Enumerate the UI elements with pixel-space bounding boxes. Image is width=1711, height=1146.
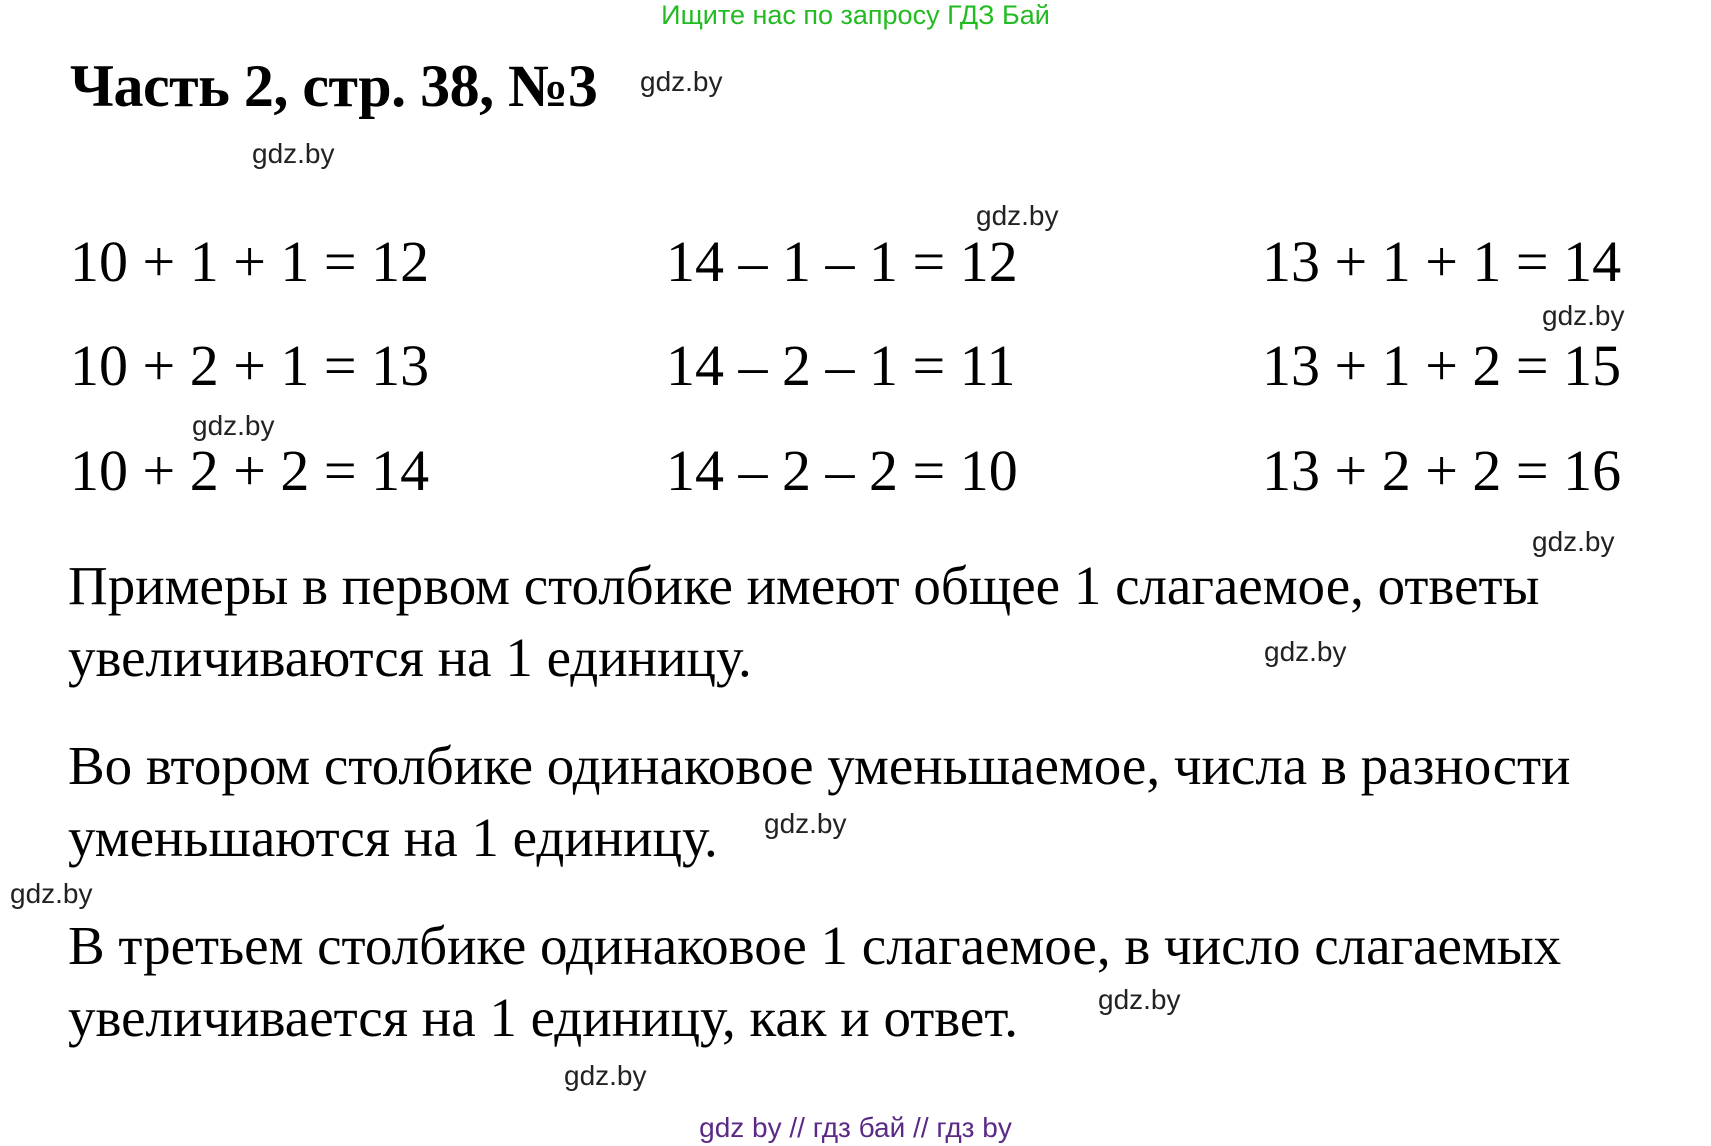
watermark: gdz.by (564, 1060, 647, 1091)
equation: 14 – 2 – 1 = 11 (666, 333, 1016, 398)
page-title: Часть 2, стр. 38, №3 (70, 53, 598, 119)
watermark: gdz.by (10, 878, 93, 909)
equation: 14 – 2 – 2 = 10 (666, 438, 1018, 503)
watermark: gdz.by (252, 138, 335, 169)
equation: 10 + 2 + 2 = 14 (70, 438, 430, 503)
watermark: gdz.by (1098, 984, 1181, 1015)
paragraph-line: увеличивается на 1 единицу, как и ответ. (68, 987, 1018, 1048)
paragraph-line: уменьшаются на 1 единицу. (68, 807, 718, 868)
paragraph-first-column (68, 550, 1539, 694)
watermark: gdz.by (640, 66, 723, 97)
paragraph-third-column (68, 910, 1561, 1054)
watermark: gdz.by (192, 410, 275, 441)
equation: 13 + 1 + 2 = 15 (1262, 333, 1622, 398)
watermark: gdz.by (1532, 526, 1615, 557)
equation: 10 + 1 + 1 = 12 (70, 229, 430, 294)
watermark: gdz.by (764, 808, 847, 839)
top-banner[interactable]: Ищите нас по запросу ГДЗ Бай (661, 0, 1050, 30)
watermark: gdz.by (976, 200, 1059, 231)
paragraph-line: В третьем столбике одинаковое 1 слагаемое, в число слагаемых (68, 915, 1562, 976)
paragraph-line: Во втором столбике одинаковое уменьшаемое, числа в разности (68, 735, 1571, 796)
equation: 14 – 1 – 1 = 12 (666, 229, 1018, 294)
footer-links[interactable]: gdz by // гдз бай // гдз by (699, 1112, 1012, 1143)
paragraph-line: увеличиваются на 1 единицу. (68, 627, 752, 688)
equation: 13 + 2 + 2 = 16 (1262, 438, 1622, 503)
watermark: gdz.by (1542, 300, 1625, 331)
watermark: gdz.by (1264, 636, 1347, 667)
equation: 13 + 1 + 1 = 14 (1262, 229, 1622, 294)
paragraph-second-column (68, 730, 1570, 874)
paragraph-line: Примеры в первом столбике имеют общее 1 слагаемое, ответы (68, 555, 1540, 616)
equation: 10 + 2 + 1 = 13 (70, 333, 430, 398)
